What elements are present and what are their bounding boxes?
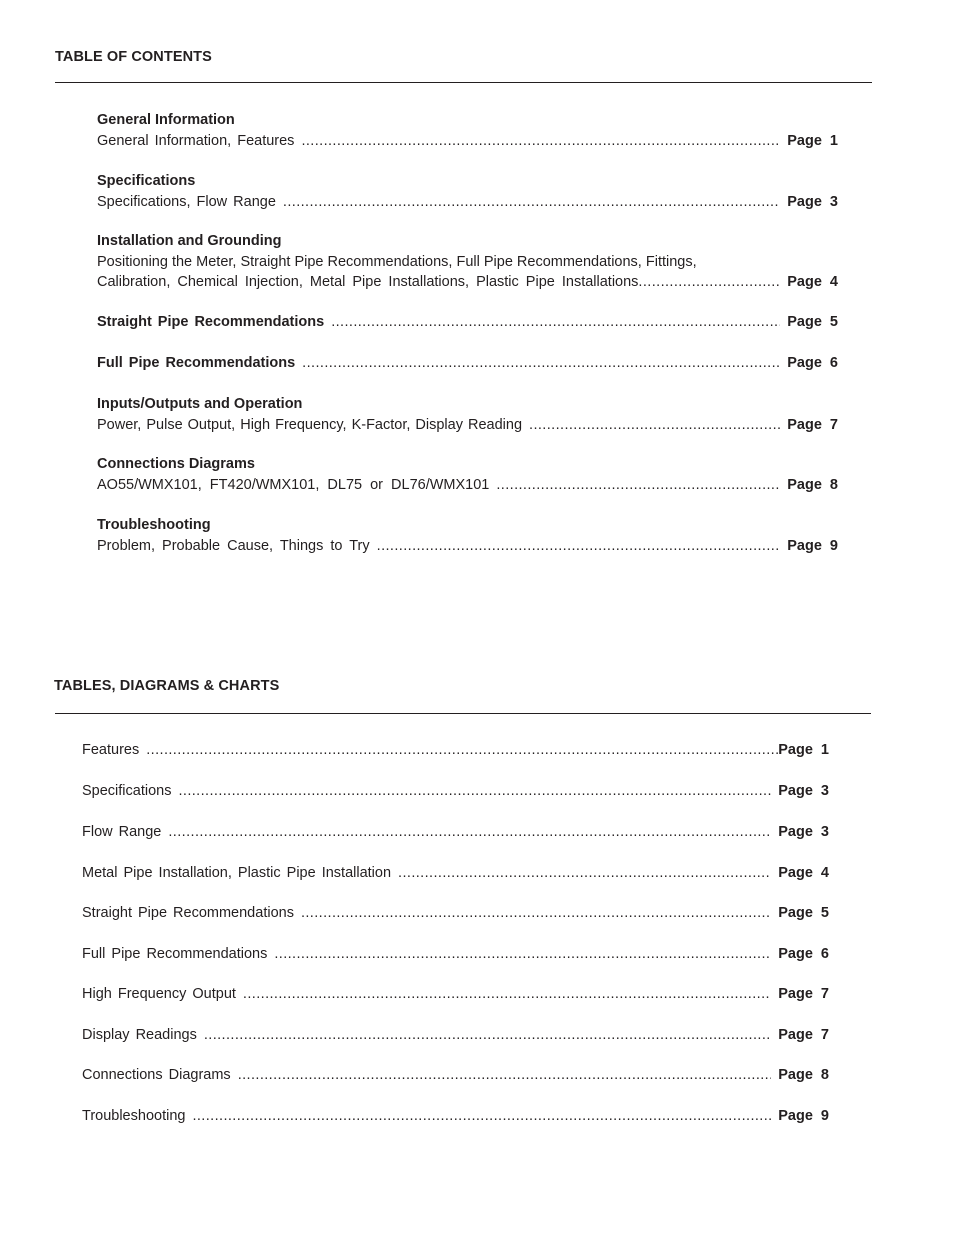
- toc-entry-page: Page 3: [787, 193, 838, 210]
- lot-entry[interactable]: [82, 822, 829, 843]
- toc-entry-text: Calibration, Chemical Injection, Metal Pipe Installations, Plastic Pipe Installations: [97, 274, 639, 290]
- toc-entry-text: AO55/WMX101, FT420/WMX101, DL75 or DL76/WMX101: [97, 476, 490, 493]
- toc-entry-page: Page 4: [787, 274, 838, 290]
- lot-entry-text: High Frequency Output: [82, 986, 236, 1002]
- dot-leader: [529, 415, 780, 436]
- toc-entry-row[interactable]: [97, 272, 838, 293]
- toc-entry-page: Page 9: [787, 537, 838, 554]
- lot-entry[interactable]: [82, 984, 829, 1005]
- dot-leader: [377, 536, 781, 557]
- lot-entry-page: Page 3: [778, 783, 829, 799]
- toc-entry-heading: Installation and Grounding: [97, 233, 282, 249]
- toc-entry-connections-diagrams[interactable]: [97, 454, 838, 495]
- toc-entry-inputs-outputs[interactable]: [97, 394, 838, 435]
- lot-entry-page: Page 6: [778, 946, 829, 962]
- lot-entry[interactable]: [82, 1065, 829, 1086]
- toc-entry-text: Problem, Probable Cause, Things to Try: [97, 537, 370, 554]
- toc-entry-page: Page 7: [787, 416, 838, 433]
- toc-entry-subline: Positioning the Meter, Straight Pipe Recommendations, Full Pipe Recommendations, Fittings,: [97, 253, 697, 270]
- toc-entry-text: Specifications, Flow Range: [97, 193, 276, 210]
- toc-entry-heading: Inputs/Outputs and Operation: [97, 396, 303, 412]
- lot-entry-text: Troubleshooting: [82, 1108, 186, 1124]
- toc-entry-row[interactable]: [97, 475, 838, 496]
- toc-entry-text: Power, Pulse Output, High Frequency, K-Factor, Display Reading: [97, 416, 523, 433]
- dot-leader: [274, 944, 771, 965]
- dot-leader: [301, 903, 771, 924]
- lot-title: TABLES, DIAGRAMS & CHARTS: [54, 678, 280, 694]
- dot-leader: [331, 312, 780, 333]
- lot-entry-page: Page 9: [778, 1108, 829, 1124]
- lot-entry-text: Straight Pipe Recommendations: [82, 905, 294, 921]
- lot-entry[interactable]: [82, 740, 829, 761]
- lot-entry-text: Connections Diagrams: [82, 1067, 231, 1083]
- dot-leader: [168, 822, 771, 843]
- lot-entry[interactable]: [82, 1025, 829, 1046]
- dot-leader: [238, 1065, 772, 1086]
- toc-entry-straight-pipe[interactable]: [97, 312, 838, 333]
- lot-entry-text: Full Pipe Recommendations: [82, 946, 268, 962]
- toc-entry-row[interactable]: [97, 312, 838, 333]
- toc-entry-heading: Specifications: [97, 173, 196, 189]
- dot-leader: [301, 131, 780, 152]
- dot-leader: [496, 475, 780, 496]
- dot-leader: [204, 1025, 771, 1046]
- lot-entry-page: Page 5: [778, 905, 829, 921]
- lot-entry[interactable]: [82, 944, 829, 965]
- lot-entry-text: Flow Range: [82, 824, 162, 840]
- lot-entry-text: Metal Pipe Installation, Plastic Pipe Installation: [82, 865, 392, 881]
- toc-entry-text: Full Pipe Recommendations: [97, 355, 296, 371]
- toc-entry-troubleshooting[interactable]: [97, 515, 838, 556]
- lot-entry-page: Page 3: [778, 824, 829, 840]
- toc-entry-page: Page 5: [787, 314, 838, 330]
- dot-leader: [398, 863, 771, 884]
- dot-leader: [283, 192, 780, 213]
- lot-entry-page: Page 8: [778, 1067, 829, 1083]
- toc-entry-general-information[interactable]: [97, 110, 838, 151]
- toc-entry-row[interactable]: [97, 415, 838, 436]
- lot-entry[interactable]: [82, 781, 829, 802]
- lot-entry-text: Specifications: [82, 783, 172, 799]
- toc-entry-page: Page 6: [787, 355, 838, 371]
- toc-entry-heading: Troubleshooting: [97, 517, 211, 533]
- lot-entry-text: Display Readings: [82, 1027, 197, 1043]
- lot-entry-page: Page 1: [778, 742, 829, 758]
- dot-leader: [243, 984, 771, 1005]
- lot-entry[interactable]: [82, 1106, 829, 1127]
- toc-entry-row[interactable]: [97, 192, 838, 213]
- lot-divider: [55, 713, 871, 714]
- toc-entry-full-pipe[interactable]: [97, 353, 838, 374]
- toc-entry-heading: Connections Diagrams: [97, 456, 255, 472]
- toc-entry-row[interactable]: [97, 353, 838, 374]
- toc-entry-row[interactable]: [97, 131, 838, 152]
- lot-entry-page: Page 7: [778, 986, 829, 1002]
- toc-entry-text: General Information, Features: [97, 132, 295, 149]
- dot-leader: [178, 781, 771, 802]
- dot-leader: [146, 740, 778, 761]
- dot-leader: [302, 353, 780, 374]
- toc-entry-page: Page 8: [787, 476, 838, 493]
- toc-entry-installation-grounding[interactable]: [97, 231, 838, 293]
- lot-entry-page: Page 7: [778, 1027, 829, 1043]
- toc-divider: [55, 82, 872, 83]
- toc-title: TABLE OF CONTENTS: [55, 49, 212, 65]
- lot-entry-text: Features: [82, 742, 140, 758]
- toc-entry-heading: General Information: [97, 112, 235, 128]
- dot-leader: [638, 272, 780, 293]
- toc-entry-row[interactable]: [97, 536, 838, 557]
- lot-entry-page: Page 4: [778, 865, 829, 881]
- toc-entry-text: Straight Pipe Recommendations: [97, 314, 325, 330]
- dot-leader: [192, 1106, 771, 1127]
- lot-entry[interactable]: [82, 903, 829, 924]
- toc-entry-specifications[interactable]: [97, 171, 838, 212]
- lot-entry[interactable]: [82, 863, 829, 884]
- toc-entry-page: Page 1: [787, 132, 838, 149]
